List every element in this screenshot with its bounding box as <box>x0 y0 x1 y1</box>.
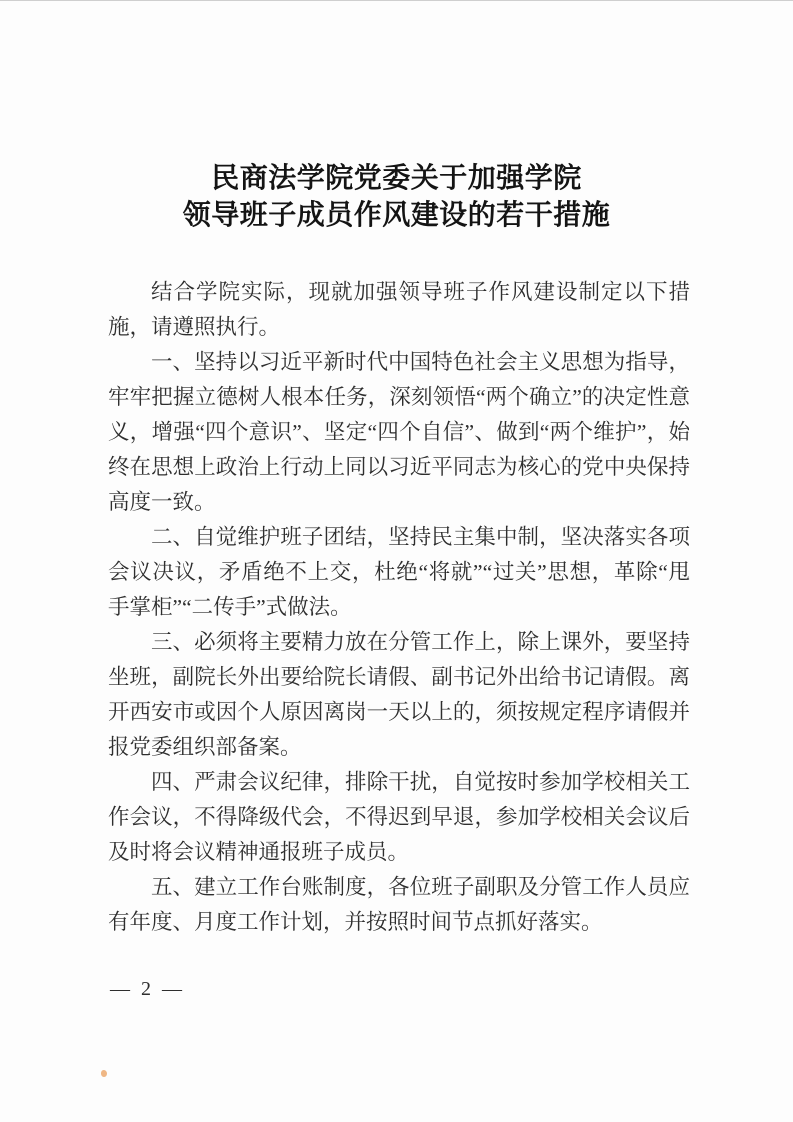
page-number: — 2 — <box>110 978 185 1000</box>
title-line-2: 领导班子成员作风建设的若干措施 <box>182 200 611 231</box>
paragraph-item-2: 二、自觉维护班子团结，坚持民主集中制，坚决落实各项会议决议，矛盾绝不上交，杜绝“将就”“过关”思想，革除“甩手掌柜”“二传手”式做法。 <box>108 525 690 619</box>
paragraph-item-4: 四、严肃会议纪律，排除干扰，自觉按时参加学校相关工作会议，不得降级代会，不得迟到早退，参加学校相关会议后及时将会议精神通报班子成员。 <box>108 770 690 864</box>
paragraph-item-3: 三、必须将主要精力放在分管工作上，除上课外，要坚持坐班，副院长外出要给院长请假、副书记外出给书记请假。离开西安市或因个人原因离岗一天以上的，须按规定程序请假并报党委组织部备案。 <box>108 630 690 759</box>
scan-speck <box>101 1070 107 1077</box>
paragraph-item-1: 一、坚持以习近平新时代中国特色社会主义思想为指导，牢牢把握立德树人根本任务，深刻领悟“两个确立”的决定性意义，增强“四个意识”、坚定“四个自信”、做到“两个维护”，始终在思想上政治上行动上同以习近平同志为核心的党中央保持高度一致。 <box>108 350 690 514</box>
title-line-1: 民商法学院党委关于加强学院 <box>211 163 582 194</box>
document-body <box>108 275 690 940</box>
document-title <box>0 160 793 234</box>
paragraph-item-5: 五、建立工作台账制度，各位班子副职及分管工作人员应有年度、月度工作计划，并按照时间节点抓好落实。 <box>108 875 690 934</box>
scan-edge-line <box>0 0 793 1</box>
paragraph-intro: 结合学院实际，现就加强领导班子作风建设制定以下措施，请遵照执行。 <box>108 280 690 339</box>
